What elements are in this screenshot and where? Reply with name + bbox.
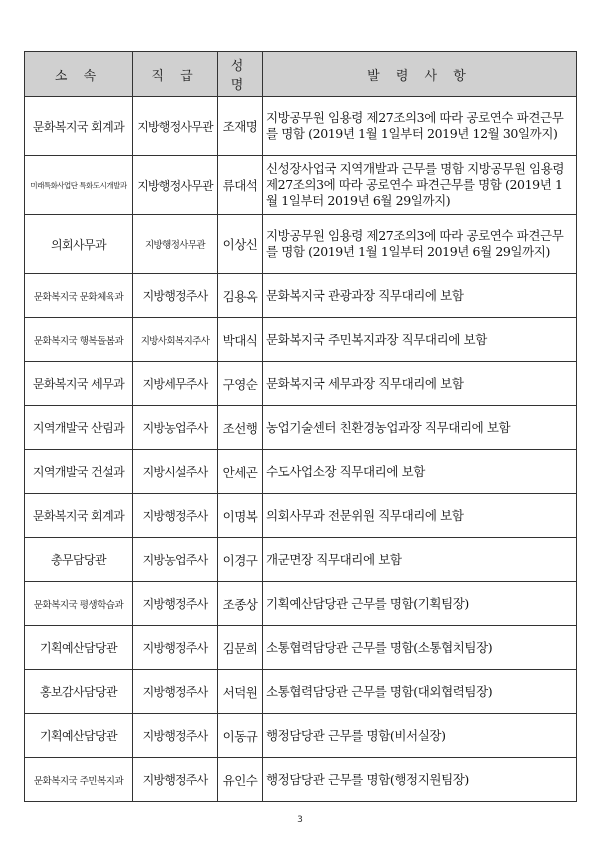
details-cell: 문화복지국 주민복지과장 직무대리에 보함: [263, 318, 577, 362]
table-row: [25, 450, 577, 494]
table-row: [25, 406, 577, 450]
header-row: [25, 52, 577, 97]
grade-cell: 지방행정주사: [133, 670, 218, 714]
name-cell: 김문희: [218, 626, 263, 670]
name-cell: 이상신: [218, 215, 263, 274]
name-cell: 조선행: [218, 406, 263, 450]
grade-cell: 지방세무주사: [133, 362, 218, 406]
grade-cell: 지방행정주사: [133, 758, 218, 802]
affiliation-cell: 문화복지국 회계과: [25, 494, 133, 538]
appointment-table: [24, 51, 577, 802]
details-cell: 지방공무원 임용령 제27조의3에 따라 공로연수 파견근무를 명함 (2019년 1월 1일부터 2019년 12월 30일까지): [263, 97, 577, 156]
name-cell: 류대석: [218, 156, 263, 215]
grade-cell: 지방시설주사: [133, 450, 218, 494]
name-cell: 서덕원: [218, 670, 263, 714]
grade-cell: 지방사회복지주사: [133, 318, 218, 362]
affiliation-cell: 문화복지국 문화체육과: [25, 274, 133, 318]
affiliation-cell: 문화복지국 행복돌봄과: [25, 318, 133, 362]
affiliation-cell: 지역개발국 산림과: [25, 406, 133, 450]
details-cell: 행정담당관 근무를 명함(비서실장): [263, 714, 577, 758]
grade-cell: 지방행정사무관: [133, 215, 218, 274]
table-row: [25, 538, 577, 582]
table-row: [25, 626, 577, 670]
table-row: [25, 97, 577, 156]
affiliation-cell: 총무담당관: [25, 538, 133, 582]
grade-cell: 지방농업주사: [133, 538, 218, 582]
details-cell: 행정담당관 근무를 명함(행정지원팀장): [263, 758, 577, 802]
details-cell: 신성장사업국 지역개발과 근무를 명함 지방공무원 임용령 제27조의3에 따라 공로연수 파견근무를 명함 (2019년 1월 1일부터 2019년 6월 29일까지): [263, 156, 577, 215]
affiliation-cell: 기획예산담당관: [25, 714, 133, 758]
table-row: [25, 318, 577, 362]
details-cell: 수도사업소장 직무대리에 보함: [263, 450, 577, 494]
header-grade: 직 급: [133, 52, 218, 97]
affiliation-cell: 미래특화사업단 특화도시개발과: [25, 156, 133, 215]
header-affiliation: 소 속: [25, 52, 133, 97]
details-cell: 농업기술센터 친환경농업과장 직무대리에 보함: [263, 406, 577, 450]
affiliation-cell: 문화복지국 회계과: [25, 97, 133, 156]
grade-cell: 지방행정주사: [133, 494, 218, 538]
details-cell: 소통협력담당관 근무를 명함(대외협력팀장): [263, 670, 577, 714]
table-row: [25, 156, 577, 215]
details-cell: 문화복지국 세무과장 직무대리에 보함: [263, 362, 577, 406]
name-cell: 김용옥: [218, 274, 263, 318]
affiliation-cell: 의회사무과: [25, 215, 133, 274]
affiliation-cell: 문화복지국 주민복지과: [25, 758, 133, 802]
name-cell: 이명복: [218, 494, 263, 538]
details-cell: 기획예산담당관 근무를 명함(기획팀장): [263, 582, 577, 626]
grade-cell: 지방행정주사: [133, 274, 218, 318]
name-cell: 조종상: [218, 582, 263, 626]
table-row: [25, 362, 577, 406]
grade-cell: 지방행정주사: [133, 582, 218, 626]
grade-cell: 지방농업주사: [133, 406, 218, 450]
name-cell: 안세곤: [218, 450, 263, 494]
grade-cell: 지방행정주사: [133, 626, 218, 670]
name-cell: 이동규: [218, 714, 263, 758]
table-row: [25, 714, 577, 758]
details-cell: 의회사무과 전문위원 직무대리에 보함: [263, 494, 577, 538]
header-details: 발 령 사 항: [263, 52, 577, 97]
name-cell: 구영순: [218, 362, 263, 406]
affiliation-cell: 문화복지국 평생학습과: [25, 582, 133, 626]
name-cell: 박대식: [218, 318, 263, 362]
header-name: 성 명: [218, 52, 263, 97]
affiliation-cell: 홍보감사담당관: [25, 670, 133, 714]
details-cell: 소통협력담당관 근무를 명함(소통협치팀장): [263, 626, 577, 670]
grade-cell: 지방행정사무관: [133, 97, 218, 156]
grade-cell: 지방행정사무관: [133, 156, 218, 215]
details-cell: 지방공무원 임용령 제27조의3에 따라 공로연수 파견근무를 명함 (2019년 1월 1일부터 2019년 6월 29일까지): [263, 215, 577, 274]
affiliation-cell: 기획예산담당관: [25, 626, 133, 670]
affiliation-cell: 지역개발국 건설과: [25, 450, 133, 494]
table-row: [25, 582, 577, 626]
table-row: [25, 670, 577, 714]
page-number: 3: [297, 815, 303, 825]
table-row: [25, 494, 577, 538]
affiliation-cell: 문화복지국 세무과: [25, 362, 133, 406]
table-row: [25, 215, 577, 274]
name-cell: 이경구: [218, 538, 263, 582]
table-row: [25, 758, 577, 802]
grade-cell: 지방행정주사: [133, 714, 218, 758]
table-row: [25, 274, 577, 318]
details-cell: 문화복지국 관광과장 직무대리에 보함: [263, 274, 577, 318]
name-cell: 조재명: [218, 97, 263, 156]
details-cell: 개군면장 직무대리에 보함: [263, 538, 577, 582]
name-cell: 유인수: [218, 758, 263, 802]
